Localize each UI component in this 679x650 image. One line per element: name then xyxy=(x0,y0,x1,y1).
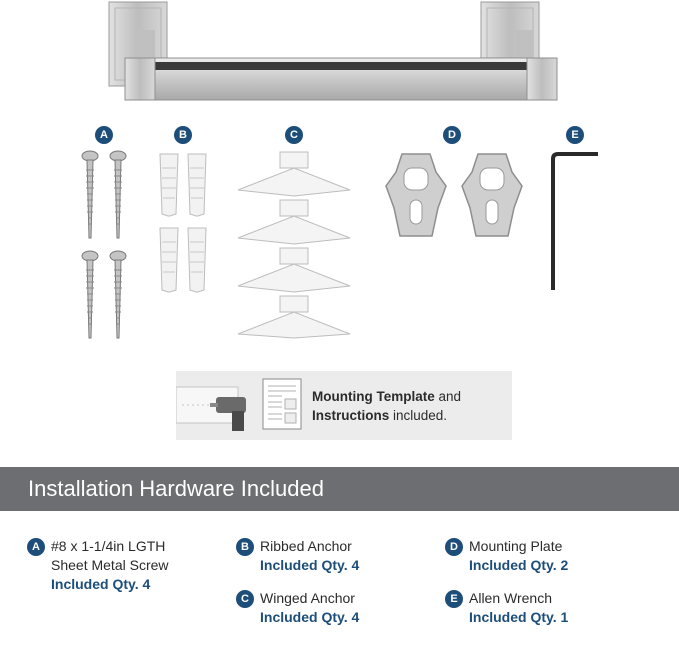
ribbed-anchors-image xyxy=(155,152,213,294)
screws-image xyxy=(76,150,132,340)
legend-letter-c: C xyxy=(236,590,254,608)
legend-item-d xyxy=(450,537,569,575)
section-banner xyxy=(0,467,679,511)
legend-qty-b: Included Qty. 4 xyxy=(260,557,360,573)
legend-name-d: Mounting Plate xyxy=(469,538,563,554)
legend-item-c xyxy=(241,589,360,627)
legend-letter-a: A xyxy=(27,538,45,556)
legend-qty-c: Included Qty. 4 xyxy=(260,609,360,625)
legend-qty-e: Included Qty. 1 xyxy=(469,609,569,625)
legend-item-a xyxy=(32,537,169,594)
template-line2-bold: Instructions xyxy=(312,408,390,423)
legend-qty-d: Included Qty. 2 xyxy=(469,557,569,573)
legend-item-e xyxy=(450,589,569,627)
instructions-sheet-icon xyxy=(262,378,302,430)
winged-anchors-image xyxy=(236,150,354,340)
template-line2-rest: included. xyxy=(389,408,448,423)
template-line1-bold: Mounting Template xyxy=(312,389,435,404)
legend-letter-e: E xyxy=(445,590,463,608)
part-letter-c: C xyxy=(285,126,303,144)
template-panel xyxy=(176,371,512,440)
mounting-plates-image xyxy=(384,150,526,242)
allen-wrench-image xyxy=(548,150,602,294)
part-letter-b: B xyxy=(174,126,192,144)
legend-item-b xyxy=(241,537,360,575)
legend-name-e: Allen Wrench xyxy=(469,590,553,606)
legend-letter-d: D xyxy=(445,538,463,556)
legend-letter-b: B xyxy=(236,538,254,556)
drill-icon xyxy=(176,377,256,435)
legend-name-c: Winged Anchor xyxy=(260,590,355,606)
part-letter-a: A xyxy=(95,126,113,144)
legend-qty-a: Included Qty. 4 xyxy=(51,576,151,592)
banner-title: Installation Hardware Included xyxy=(28,476,324,501)
legend-name-b: Ribbed Anchor xyxy=(260,538,352,554)
legend-name-a-line2: Sheet Metal Screw xyxy=(51,557,169,573)
legend-name-a-line1: #8 x 1-1/4in LGTH xyxy=(51,538,166,554)
template-line1-rest: and xyxy=(434,389,462,404)
part-letter-e: E xyxy=(566,126,584,144)
template-text xyxy=(312,387,461,425)
towel-bar-image xyxy=(100,0,570,108)
part-letter-d: D xyxy=(443,126,461,144)
